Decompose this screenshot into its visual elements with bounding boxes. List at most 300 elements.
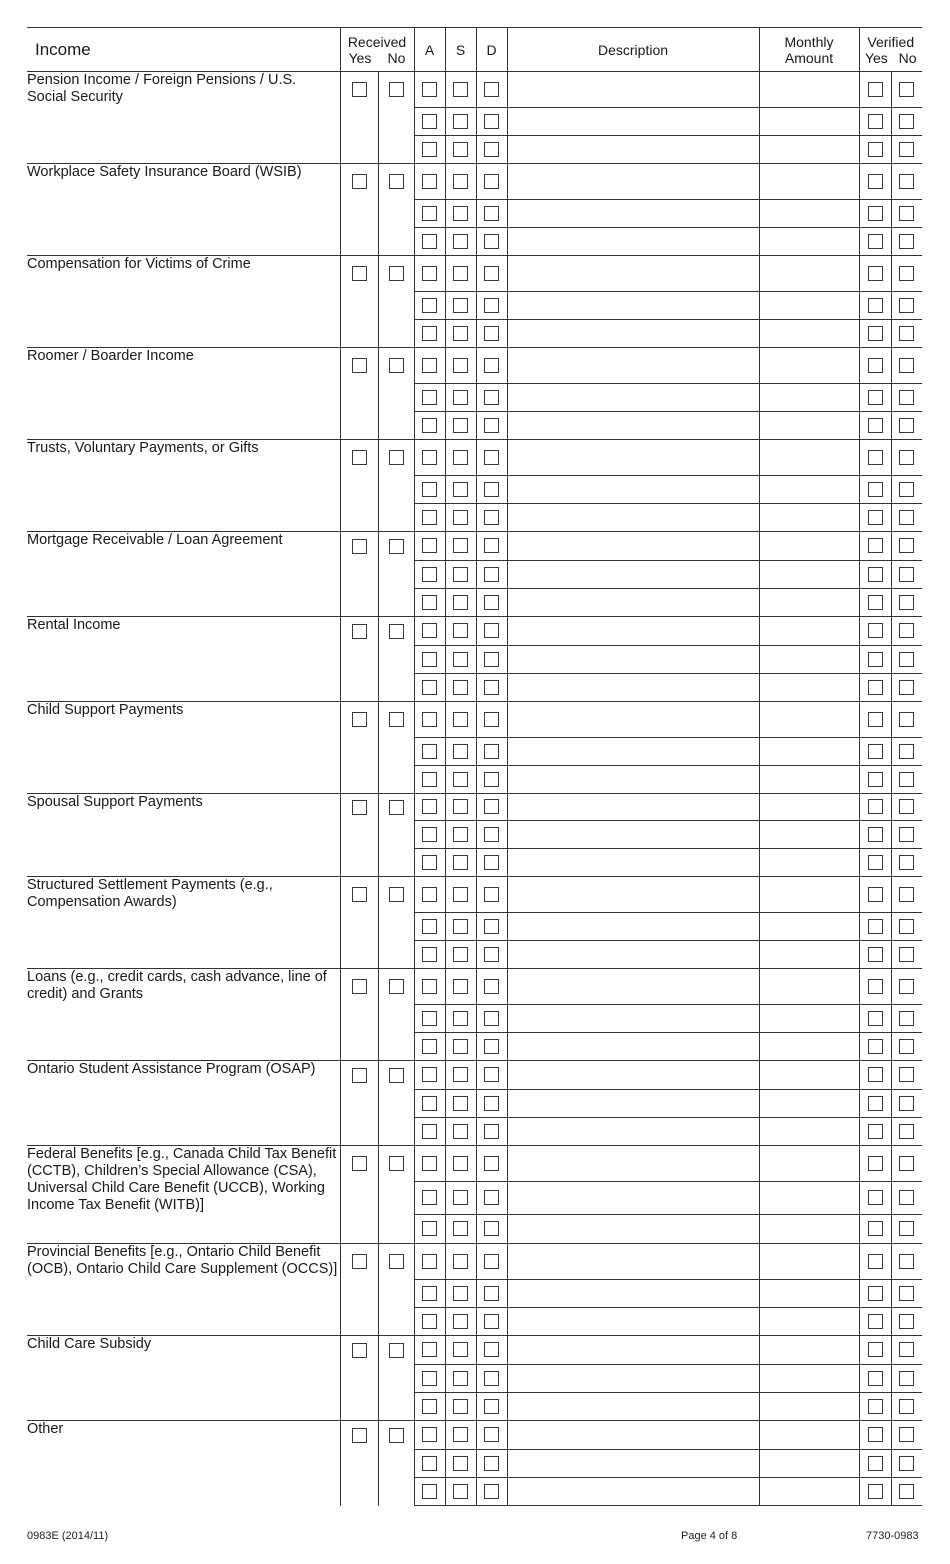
verified-yes-checkbox[interactable] xyxy=(868,82,883,97)
applicant-checkbox[interactable] xyxy=(422,1254,437,1269)
received-yes-checkbox[interactable] xyxy=(352,979,367,994)
applicant-checkbox[interactable] xyxy=(422,82,437,97)
spouse-checkbox[interactable] xyxy=(453,418,468,433)
applicant-checkbox[interactable] xyxy=(422,1399,437,1414)
dependant-checkbox[interactable] xyxy=(484,1254,499,1269)
description-field[interactable] xyxy=(507,738,759,766)
description-field[interactable] xyxy=(507,794,759,821)
spouse-checkbox[interactable] xyxy=(453,358,468,373)
applicant-checkbox[interactable] xyxy=(422,827,437,842)
spouse-checkbox[interactable] xyxy=(453,1124,468,1139)
dependant-checkbox[interactable] xyxy=(484,919,499,934)
received-no-checkbox[interactable] xyxy=(389,82,404,97)
dependant-checkbox[interactable] xyxy=(484,1342,499,1357)
spouse-checkbox[interactable] xyxy=(453,1190,468,1205)
verified-no-checkbox[interactable] xyxy=(899,358,914,373)
verified-yes-checkbox[interactable] xyxy=(868,652,883,667)
verified-no-checkbox[interactable] xyxy=(899,919,914,934)
verified-no-checkbox[interactable] xyxy=(899,390,914,405)
monthly-amount-field[interactable] xyxy=(759,674,859,702)
verified-no-checkbox[interactable] xyxy=(899,595,914,610)
received-yes-checkbox[interactable] xyxy=(352,450,367,465)
description-field[interactable] xyxy=(507,72,759,108)
spouse-checkbox[interactable] xyxy=(453,947,468,962)
monthly-amount-field[interactable] xyxy=(759,1061,859,1090)
description-field[interactable] xyxy=(507,561,759,589)
spouse-checkbox[interactable] xyxy=(453,482,468,497)
description-field[interactable] xyxy=(507,108,759,136)
applicant-checkbox[interactable] xyxy=(422,450,437,465)
verified-yes-checkbox[interactable] xyxy=(868,418,883,433)
monthly-amount-field[interactable] xyxy=(759,1215,859,1244)
spouse-checkbox[interactable] xyxy=(453,744,468,759)
verified-yes-checkbox[interactable] xyxy=(868,1371,883,1386)
description-field[interactable] xyxy=(507,504,759,532)
verified-no-checkbox[interactable] xyxy=(899,652,914,667)
received-no-checkbox[interactable] xyxy=(389,1343,404,1358)
spouse-checkbox[interactable] xyxy=(453,1314,468,1329)
dependant-checkbox[interactable] xyxy=(484,947,499,962)
spouse-checkbox[interactable] xyxy=(453,1484,468,1499)
spouse-checkbox[interactable] xyxy=(453,623,468,638)
verified-no-checkbox[interactable] xyxy=(899,1314,914,1329)
verified-no-checkbox[interactable] xyxy=(899,1484,914,1499)
description-field[interactable] xyxy=(507,589,759,617)
monthly-amount-field[interactable] xyxy=(759,1478,859,1506)
received-no-checkbox[interactable] xyxy=(389,887,404,902)
applicant-checkbox[interactable] xyxy=(422,772,437,787)
description-field[interactable] xyxy=(507,412,759,440)
verified-yes-checkbox[interactable] xyxy=(868,390,883,405)
spouse-checkbox[interactable] xyxy=(453,772,468,787)
description-field[interactable] xyxy=(507,941,759,969)
spouse-checkbox[interactable] xyxy=(453,1286,468,1301)
verified-yes-checkbox[interactable] xyxy=(868,1456,883,1471)
dependant-checkbox[interactable] xyxy=(484,680,499,695)
spouse-checkbox[interactable] xyxy=(453,174,468,189)
verified-no-checkbox[interactable] xyxy=(899,1286,914,1301)
dependant-checkbox[interactable] xyxy=(484,595,499,610)
applicant-checkbox[interactable] xyxy=(422,744,437,759)
verified-no-checkbox[interactable] xyxy=(899,538,914,553)
received-no-checkbox[interactable] xyxy=(389,1068,404,1083)
verified-yes-checkbox[interactable] xyxy=(868,712,883,727)
received-yes-checkbox[interactable] xyxy=(352,1068,367,1083)
description-field[interactable] xyxy=(507,1118,759,1146)
dependant-checkbox[interactable] xyxy=(484,482,499,497)
monthly-amount-field[interactable] xyxy=(759,384,859,412)
applicant-checkbox[interactable] xyxy=(422,174,437,189)
received-no-checkbox[interactable] xyxy=(389,1254,404,1269)
dependant-checkbox[interactable] xyxy=(484,1011,499,1026)
spouse-checkbox[interactable] xyxy=(453,390,468,405)
dependant-checkbox[interactable] xyxy=(484,1371,499,1386)
verified-yes-checkbox[interactable] xyxy=(868,799,883,814)
verified-yes-checkbox[interactable] xyxy=(868,266,883,281)
description-field[interactable] xyxy=(507,228,759,256)
description-field[interactable] xyxy=(507,348,759,384)
monthly-amount-field[interactable] xyxy=(759,136,859,164)
dependant-checkbox[interactable] xyxy=(484,1286,499,1301)
monthly-amount-field[interactable] xyxy=(759,1118,859,1146)
description-field[interactable] xyxy=(507,440,759,476)
monthly-amount-field[interactable] xyxy=(759,256,859,292)
verified-yes-checkbox[interactable] xyxy=(868,1096,883,1111)
spouse-checkbox[interactable] xyxy=(453,1156,468,1171)
dependant-checkbox[interactable] xyxy=(484,450,499,465)
spouse-checkbox[interactable] xyxy=(453,298,468,313)
applicant-checkbox[interactable] xyxy=(422,510,437,525)
description-field[interactable] xyxy=(507,1450,759,1478)
description-field[interactable] xyxy=(507,674,759,702)
dependant-checkbox[interactable] xyxy=(484,298,499,313)
dependant-checkbox[interactable] xyxy=(484,1399,499,1414)
dependant-checkbox[interactable] xyxy=(484,652,499,667)
spouse-checkbox[interactable] xyxy=(453,827,468,842)
received-yes-checkbox[interactable] xyxy=(352,539,367,554)
dependant-checkbox[interactable] xyxy=(484,510,499,525)
applicant-checkbox[interactable] xyxy=(422,1156,437,1171)
description-field[interactable] xyxy=(507,1215,759,1244)
description-field[interactable] xyxy=(507,476,759,504)
spouse-checkbox[interactable] xyxy=(453,510,468,525)
verified-no-checkbox[interactable] xyxy=(899,1371,914,1386)
description-field[interactable] xyxy=(507,1061,759,1090)
spouse-checkbox[interactable] xyxy=(453,1427,468,1442)
description-field[interactable] xyxy=(507,1280,759,1308)
dependant-checkbox[interactable] xyxy=(484,827,499,842)
description-field[interactable] xyxy=(507,532,759,561)
spouse-checkbox[interactable] xyxy=(453,1096,468,1111)
verified-no-checkbox[interactable] xyxy=(899,298,914,313)
verified-yes-checkbox[interactable] xyxy=(868,358,883,373)
verified-yes-checkbox[interactable] xyxy=(868,1427,883,1442)
verified-no-checkbox[interactable] xyxy=(899,450,914,465)
verified-no-checkbox[interactable] xyxy=(899,206,914,221)
verified-yes-checkbox[interactable] xyxy=(868,772,883,787)
applicant-checkbox[interactable] xyxy=(422,567,437,582)
dependant-checkbox[interactable] xyxy=(484,82,499,97)
dependant-checkbox[interactable] xyxy=(484,855,499,870)
verified-no-checkbox[interactable] xyxy=(899,1342,914,1357)
verified-no-checkbox[interactable] xyxy=(899,510,914,525)
dependant-checkbox[interactable] xyxy=(484,1096,499,1111)
dependant-checkbox[interactable] xyxy=(484,623,499,638)
spouse-checkbox[interactable] xyxy=(453,799,468,814)
spouse-checkbox[interactable] xyxy=(453,326,468,341)
verified-yes-checkbox[interactable] xyxy=(868,855,883,870)
verified-no-checkbox[interactable] xyxy=(899,799,914,814)
monthly-amount-field[interactable] xyxy=(759,72,859,108)
dependant-checkbox[interactable] xyxy=(484,266,499,281)
applicant-checkbox[interactable] xyxy=(422,1484,437,1499)
received-yes-checkbox[interactable] xyxy=(352,1156,367,1171)
dependant-checkbox[interactable] xyxy=(484,1124,499,1139)
verified-no-checkbox[interactable] xyxy=(899,114,914,129)
applicant-checkbox[interactable] xyxy=(422,1190,437,1205)
description-field[interactable] xyxy=(507,849,759,877)
description-field[interactable] xyxy=(507,702,759,738)
verified-no-checkbox[interactable] xyxy=(899,744,914,759)
verified-yes-checkbox[interactable] xyxy=(868,1124,883,1139)
verified-yes-checkbox[interactable] xyxy=(868,1156,883,1171)
monthly-amount-field[interactable] xyxy=(759,941,859,969)
received-yes-checkbox[interactable] xyxy=(352,800,367,815)
verified-no-checkbox[interactable] xyxy=(899,979,914,994)
applicant-checkbox[interactable] xyxy=(422,266,437,281)
spouse-checkbox[interactable] xyxy=(453,206,468,221)
verified-yes-checkbox[interactable] xyxy=(868,1067,883,1082)
spouse-checkbox[interactable] xyxy=(453,266,468,281)
description-field[interactable] xyxy=(507,320,759,348)
applicant-checkbox[interactable] xyxy=(422,979,437,994)
dependant-checkbox[interactable] xyxy=(484,1190,499,1205)
verified-no-checkbox[interactable] xyxy=(899,1011,914,1026)
monthly-amount-field[interactable] xyxy=(759,766,859,794)
applicant-checkbox[interactable] xyxy=(422,390,437,405)
monthly-amount-field[interactable] xyxy=(759,589,859,617)
verified-yes-checkbox[interactable] xyxy=(868,744,883,759)
monthly-amount-field[interactable] xyxy=(759,821,859,849)
monthly-amount-field[interactable] xyxy=(759,440,859,476)
spouse-checkbox[interactable] xyxy=(453,680,468,695)
received-no-checkbox[interactable] xyxy=(389,800,404,815)
description-field[interactable] xyxy=(507,1336,759,1365)
spouse-checkbox[interactable] xyxy=(453,1342,468,1357)
monthly-amount-field[interactable] xyxy=(759,877,859,913)
monthly-amount-field[interactable] xyxy=(759,1421,859,1450)
dependant-checkbox[interactable] xyxy=(484,772,499,787)
monthly-amount-field[interactable] xyxy=(759,1244,859,1280)
spouse-checkbox[interactable] xyxy=(453,919,468,934)
verified-yes-checkbox[interactable] xyxy=(868,595,883,610)
monthly-amount-field[interactable] xyxy=(759,1033,859,1061)
spouse-checkbox[interactable] xyxy=(453,595,468,610)
spouse-checkbox[interactable] xyxy=(453,1456,468,1471)
verified-yes-checkbox[interactable] xyxy=(868,142,883,157)
spouse-checkbox[interactable] xyxy=(453,1011,468,1026)
spouse-checkbox[interactable] xyxy=(453,114,468,129)
monthly-amount-field[interactable] xyxy=(759,200,859,228)
dependant-checkbox[interactable] xyxy=(484,390,499,405)
verified-yes-checkbox[interactable] xyxy=(868,298,883,313)
dependant-checkbox[interactable] xyxy=(484,142,499,157)
applicant-checkbox[interactable] xyxy=(422,947,437,962)
description-field[interactable] xyxy=(507,646,759,674)
description-field[interactable] xyxy=(507,164,759,200)
applicant-checkbox[interactable] xyxy=(422,1221,437,1236)
applicant-checkbox[interactable] xyxy=(422,418,437,433)
applicant-checkbox[interactable] xyxy=(422,1011,437,1026)
monthly-amount-field[interactable] xyxy=(759,108,859,136)
verified-no-checkbox[interactable] xyxy=(899,855,914,870)
spouse-checkbox[interactable] xyxy=(453,567,468,582)
received-no-checkbox[interactable] xyxy=(389,1156,404,1171)
monthly-amount-field[interactable] xyxy=(759,1090,859,1118)
spouse-checkbox[interactable] xyxy=(453,1399,468,1414)
applicant-checkbox[interactable] xyxy=(422,919,437,934)
verified-no-checkbox[interactable] xyxy=(899,1096,914,1111)
monthly-amount-field[interactable] xyxy=(759,738,859,766)
received-yes-checkbox[interactable] xyxy=(352,1428,367,1443)
applicant-checkbox[interactable] xyxy=(422,623,437,638)
dependant-checkbox[interactable] xyxy=(484,979,499,994)
verified-yes-checkbox[interactable] xyxy=(868,1221,883,1236)
spouse-checkbox[interactable] xyxy=(453,1221,468,1236)
spouse-checkbox[interactable] xyxy=(453,234,468,249)
received-no-checkbox[interactable] xyxy=(389,979,404,994)
verified-no-checkbox[interactable] xyxy=(899,234,914,249)
received-no-checkbox[interactable] xyxy=(389,1428,404,1443)
verified-no-checkbox[interactable] xyxy=(899,1254,914,1269)
verified-yes-checkbox[interactable] xyxy=(868,450,883,465)
description-field[interactable] xyxy=(507,1146,759,1182)
description-field[interactable] xyxy=(507,256,759,292)
description-field[interactable] xyxy=(507,1393,759,1421)
dependant-checkbox[interactable] xyxy=(484,418,499,433)
description-field[interactable] xyxy=(507,1090,759,1118)
monthly-amount-field[interactable] xyxy=(759,348,859,384)
verified-no-checkbox[interactable] xyxy=(899,1456,914,1471)
received-no-checkbox[interactable] xyxy=(389,266,404,281)
dependant-checkbox[interactable] xyxy=(484,1484,499,1499)
monthly-amount-field[interactable] xyxy=(759,1393,859,1421)
dependant-checkbox[interactable] xyxy=(484,799,499,814)
verified-yes-checkbox[interactable] xyxy=(868,538,883,553)
verified-yes-checkbox[interactable] xyxy=(868,1039,883,1054)
monthly-amount-field[interactable] xyxy=(759,164,859,200)
monthly-amount-field[interactable] xyxy=(759,561,859,589)
dependant-checkbox[interactable] xyxy=(484,234,499,249)
description-field[interactable] xyxy=(507,292,759,320)
verified-yes-checkbox[interactable] xyxy=(868,680,883,695)
spouse-checkbox[interactable] xyxy=(453,1039,468,1054)
dependant-checkbox[interactable] xyxy=(484,1314,499,1329)
verified-no-checkbox[interactable] xyxy=(899,1399,914,1414)
monthly-amount-field[interactable] xyxy=(759,702,859,738)
monthly-amount-field[interactable] xyxy=(759,646,859,674)
received-no-checkbox[interactable] xyxy=(389,358,404,373)
dependant-checkbox[interactable] xyxy=(484,567,499,582)
applicant-checkbox[interactable] xyxy=(422,652,437,667)
received-no-checkbox[interactable] xyxy=(389,624,404,639)
dependant-checkbox[interactable] xyxy=(484,538,499,553)
verified-yes-checkbox[interactable] xyxy=(868,1254,883,1269)
verified-no-checkbox[interactable] xyxy=(899,947,914,962)
verified-no-checkbox[interactable] xyxy=(899,827,914,842)
dependant-checkbox[interactable] xyxy=(484,326,499,341)
description-field[interactable] xyxy=(507,1005,759,1033)
applicant-checkbox[interactable] xyxy=(422,680,437,695)
verified-yes-checkbox[interactable] xyxy=(868,1399,883,1414)
dependant-checkbox[interactable] xyxy=(484,358,499,373)
applicant-checkbox[interactable] xyxy=(422,1342,437,1357)
verified-no-checkbox[interactable] xyxy=(899,567,914,582)
monthly-amount-field[interactable] xyxy=(759,1308,859,1336)
description-field[interactable] xyxy=(507,969,759,1005)
verified-yes-checkbox[interactable] xyxy=(868,1342,883,1357)
verified-no-checkbox[interactable] xyxy=(899,1124,914,1139)
dependant-checkbox[interactable] xyxy=(484,174,499,189)
verified-no-checkbox[interactable] xyxy=(899,1427,914,1442)
spouse-checkbox[interactable] xyxy=(453,538,468,553)
verified-yes-checkbox[interactable] xyxy=(868,1314,883,1329)
applicant-checkbox[interactable] xyxy=(422,1124,437,1139)
monthly-amount-field[interactable] xyxy=(759,794,859,821)
monthly-amount-field[interactable] xyxy=(759,292,859,320)
spouse-checkbox[interactable] xyxy=(453,1371,468,1386)
applicant-checkbox[interactable] xyxy=(422,595,437,610)
verified-yes-checkbox[interactable] xyxy=(868,979,883,994)
verified-no-checkbox[interactable] xyxy=(899,772,914,787)
monthly-amount-field[interactable] xyxy=(759,617,859,646)
monthly-amount-field[interactable] xyxy=(759,1182,859,1215)
monthly-amount-field[interactable] xyxy=(759,1450,859,1478)
description-field[interactable] xyxy=(507,877,759,913)
received-yes-checkbox[interactable] xyxy=(352,266,367,281)
monthly-amount-field[interactable] xyxy=(759,1005,859,1033)
received-yes-checkbox[interactable] xyxy=(352,1254,367,1269)
received-yes-checkbox[interactable] xyxy=(352,174,367,189)
verified-no-checkbox[interactable] xyxy=(899,887,914,902)
applicant-checkbox[interactable] xyxy=(422,482,437,497)
spouse-checkbox[interactable] xyxy=(453,450,468,465)
dependant-checkbox[interactable] xyxy=(484,1067,499,1082)
verified-yes-checkbox[interactable] xyxy=(868,174,883,189)
verified-yes-checkbox[interactable] xyxy=(868,1484,883,1499)
received-no-checkbox[interactable] xyxy=(389,539,404,554)
received-no-checkbox[interactable] xyxy=(389,174,404,189)
verified-yes-checkbox[interactable] xyxy=(868,1011,883,1026)
verified-no-checkbox[interactable] xyxy=(899,174,914,189)
verified-yes-checkbox[interactable] xyxy=(868,206,883,221)
verified-yes-checkbox[interactable] xyxy=(868,482,883,497)
received-yes-checkbox[interactable] xyxy=(352,712,367,727)
verified-no-checkbox[interactable] xyxy=(899,266,914,281)
applicant-checkbox[interactable] xyxy=(422,799,437,814)
verified-yes-checkbox[interactable] xyxy=(868,623,883,638)
description-field[interactable] xyxy=(507,821,759,849)
applicant-checkbox[interactable] xyxy=(422,1456,437,1471)
verified-yes-checkbox[interactable] xyxy=(868,919,883,934)
applicant-checkbox[interactable] xyxy=(422,712,437,727)
monthly-amount-field[interactable] xyxy=(759,969,859,1005)
verified-yes-checkbox[interactable] xyxy=(868,947,883,962)
verified-no-checkbox[interactable] xyxy=(899,712,914,727)
spouse-checkbox[interactable] xyxy=(453,855,468,870)
spouse-checkbox[interactable] xyxy=(453,979,468,994)
applicant-checkbox[interactable] xyxy=(422,538,437,553)
monthly-amount-field[interactable] xyxy=(759,476,859,504)
monthly-amount-field[interactable] xyxy=(759,228,859,256)
verified-yes-checkbox[interactable] xyxy=(868,114,883,129)
monthly-amount-field[interactable] xyxy=(759,320,859,348)
dependant-checkbox[interactable] xyxy=(484,1221,499,1236)
applicant-checkbox[interactable] xyxy=(422,358,437,373)
verified-yes-checkbox[interactable] xyxy=(868,1190,883,1205)
dependant-checkbox[interactable] xyxy=(484,1039,499,1054)
verified-yes-checkbox[interactable] xyxy=(868,234,883,249)
dependant-checkbox[interactable] xyxy=(484,1427,499,1442)
verified-no-checkbox[interactable] xyxy=(899,1190,914,1205)
monthly-amount-field[interactable] xyxy=(759,849,859,877)
verified-yes-checkbox[interactable] xyxy=(868,887,883,902)
monthly-amount-field[interactable] xyxy=(759,532,859,561)
verified-no-checkbox[interactable] xyxy=(899,680,914,695)
spouse-checkbox[interactable] xyxy=(453,142,468,157)
monthly-amount-field[interactable] xyxy=(759,1146,859,1182)
applicant-checkbox[interactable] xyxy=(422,1314,437,1329)
